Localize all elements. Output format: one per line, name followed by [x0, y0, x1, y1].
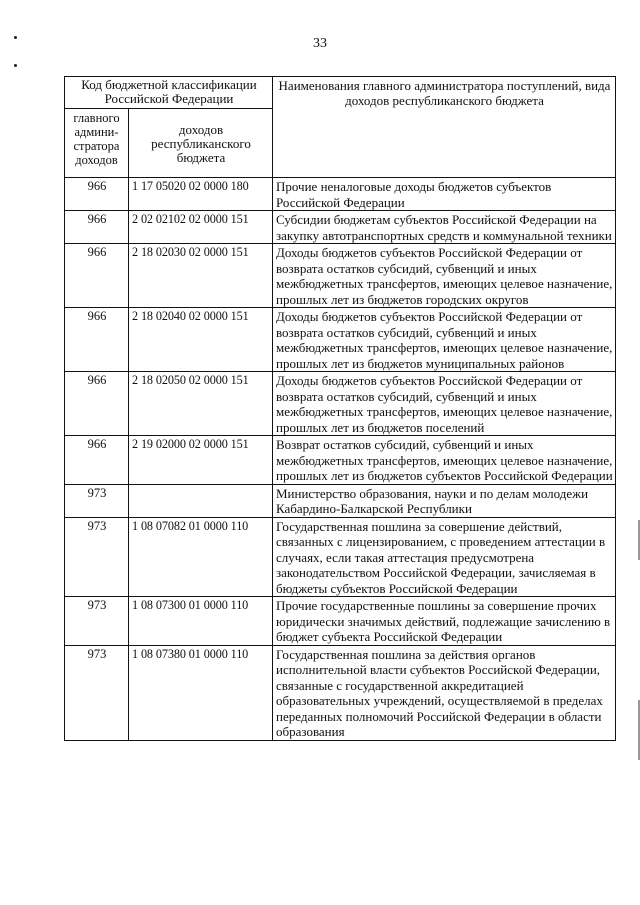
table-row — [65, 308, 616, 372]
income-code-cell: 1 17 05020 02 0000 180 — [129, 178, 273, 211]
income-code-cell: 1 08 07380 01 0000 110 — [129, 645, 273, 740]
income-name-cell: Прочие неналоговые доходы бюджетов субъектов Российской Федерации — [273, 178, 616, 211]
name-column-header: Наименования главного администратора поступлений, вида доходов республиканского бюджета — [273, 77, 616, 178]
admin-code-cell: 966 — [65, 372, 129, 436]
page-number: 33 — [313, 36, 327, 51]
income-code-cell: 1 08 07300 01 0000 110 — [129, 597, 273, 646]
admin-code-cell: 973 — [65, 517, 129, 597]
table-body — [65, 178, 616, 741]
admin-code-cell: 966 — [65, 244, 129, 308]
income-code-cell: 2 18 02030 02 0000 151 — [129, 244, 273, 308]
admin-code-cell: 973 — [65, 645, 129, 740]
income-name-cell: Субсидии бюджетам субъектов Российской Федерации на закупку автотранспортных средств и коммунальной техники — [273, 211, 616, 244]
table-row — [65, 597, 616, 646]
income-code-cell: 2 02 02102 02 0000 151 — [129, 211, 273, 244]
income-name-cell: Доходы бюджетов субъектов Российской Федерации от возврата остатков субсидий, субвенций и иных межбюджетных трансфертов, имеющих целевое назначение, прошлых лет из бюджетов поселений — [273, 372, 616, 436]
income-name-cell: Государственная пошлина за совершение действий, связанных с лицензированием, с проведением аттестации в случаях, если такая аттестация предусмотрена законодательством Российской Федерации, зачисляемая в бюджеты субъектов Российской Федерации — [273, 517, 616, 597]
income-code-cell: 2 18 02050 02 0000 151 — [129, 372, 273, 436]
admin-code-cell: 973 — [65, 597, 129, 646]
table-row — [65, 211, 616, 244]
scan-speck — [14, 64, 17, 67]
admin-code-cell: 966 — [65, 436, 129, 485]
table-row — [65, 645, 616, 740]
income-column-header: доходов республиканского бюджета — [129, 109, 273, 178]
income-code-cell: 2 19 02000 02 0000 151 — [129, 436, 273, 485]
table-row — [65, 436, 616, 485]
income-name-cell: Прочие государственные пошлины за совершение прочих юридически значимых действий, подлежащие зачислению в бюджет субъекта Российской Федерации — [273, 597, 616, 646]
table-row — [65, 372, 616, 436]
income-code-cell: 2 18 02040 02 0000 151 — [129, 308, 273, 372]
income-name-cell: Доходы бюджетов субъектов Российской Федерации от возврата остатков субсидий, субвенций и иных межбюджетных трансфертов, имеющих целевое назначение, прошлых лет из бюджетов муниципальных районов — [273, 308, 616, 372]
admin-code-cell: 966 — [65, 211, 129, 244]
income-name-cell: Доходы бюджетов субъектов Российской Федерации от возврата остатков субсидий, субвенций и иных межбюджетных трансфертов, имеющих целевое назначение, прошлых лет из бюджетов городских округов — [273, 244, 616, 308]
admin-code-cell: 973 — [65, 484, 129, 517]
table-row — [65, 517, 616, 597]
table-row — [65, 484, 616, 517]
income-code-cell: 1 08 07082 01 0000 110 — [129, 517, 273, 597]
budget-classification-table — [64, 76, 616, 741]
income-name-cell: Министерство образования, науки и по делам молодежи Кабардино-Балкарской Республики — [273, 484, 616, 517]
admin-column-header: главного админи-стратора доходов — [65, 109, 129, 178]
income-name-cell: Возврат остатков субсидий, субвенций и иных межбюджетных трансфертов, имеющих целевое назначение, прошлых лет из бюджетов субъектов Российской Федерации — [273, 436, 616, 485]
table-row — [65, 244, 616, 308]
admin-code-cell: 966 — [65, 178, 129, 211]
table-row — [65, 178, 616, 211]
income-name-cell: Государственная пошлина за действия органов исполнительной власти субъектов Российской Федерации, связанные с государственной аккредитацией образовательных учреждений, осуществляемой в пределах переданных полномочий Российской Федерации в области образования — [273, 645, 616, 740]
code-group-header: Код бюджетной классификации Российской Федерации — [65, 77, 273, 109]
admin-code-cell: 966 — [65, 308, 129, 372]
income-code-cell — [129, 484, 273, 517]
header-row-top — [65, 77, 616, 109]
